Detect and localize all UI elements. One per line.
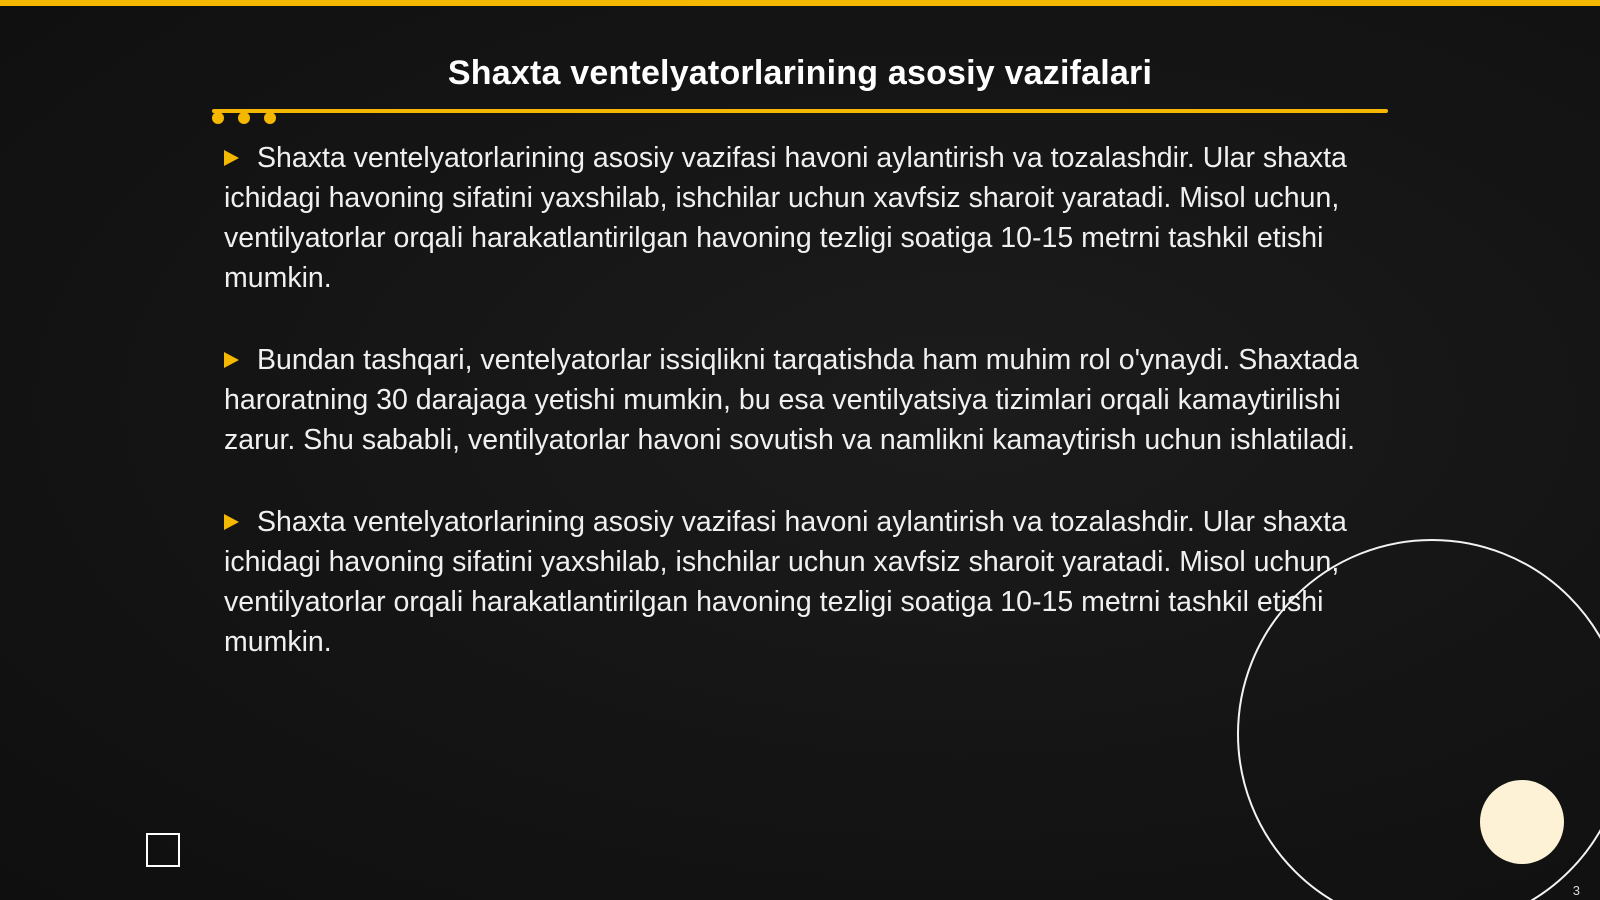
decor-dot [238,112,250,124]
paragraph-text: Shaxta ventelyatorlarining asosiy vazifasi havoni aylantirish va tozalashdir. Ular shaxta ichidagi havoning sifatini yaxshilab, ishchilar uchun xavfsiz sharoit yaratadi. Misol uchun, ventilyatorlar orqali harakatlantirilgan havoning tezligi soatiga 10-15 metrni tashkil etishi mumkin. [224,506,1347,658]
slide-title: Shaxta ventelyatorlarining asosiy vazifalari [447,54,1153,92]
paragraph-1 [224,138,1384,298]
paragraph-text: Shaxta ventelyatorlarining asosiy vazifasi havoni aylantirish va tozalashdir. Ular shaxta ichidagi havoning sifatini yaxshilab, ishchilar uchun xavfsiz sharoit yaratadi. Misol uchun, ventilyatorlar orqali harakatlantirilgan havoning tezligi soatiga 10-15 metrni tashkil etishi mumkin. [224,142,1347,294]
decor-dot [264,112,276,124]
slide-body [224,138,1384,704]
square-outline-decoration [146,833,180,867]
paragraph-text: Bundan tashqari, ventelyatorlar issiqlikni tarqatishda ham muhim rol o'ynaydi. Shaxtada haroratning 30 darajaga yetishi mumkin, bu esa ventilyatsiya tizimlari orqali kamaytirilishi zarur. Shu sababli, ventilyatorlar havoni sovutish va namlikni kamaytirish uchun ishlatiladi. [224,344,1359,456]
top-accent-bar [0,0,1600,6]
decor-dot [212,112,224,124]
triangle-bullet-icon [224,150,239,166]
triangle-bullet-icon [224,352,239,368]
triangle-bullet-icon [224,514,239,530]
page-number: 3 [1572,883,1580,898]
filled-circle [1480,780,1564,864]
paragraph-3 [224,502,1384,662]
title-underline [212,109,1388,113]
paragraph-2 [224,340,1384,460]
title-dots-decoration [212,112,282,126]
